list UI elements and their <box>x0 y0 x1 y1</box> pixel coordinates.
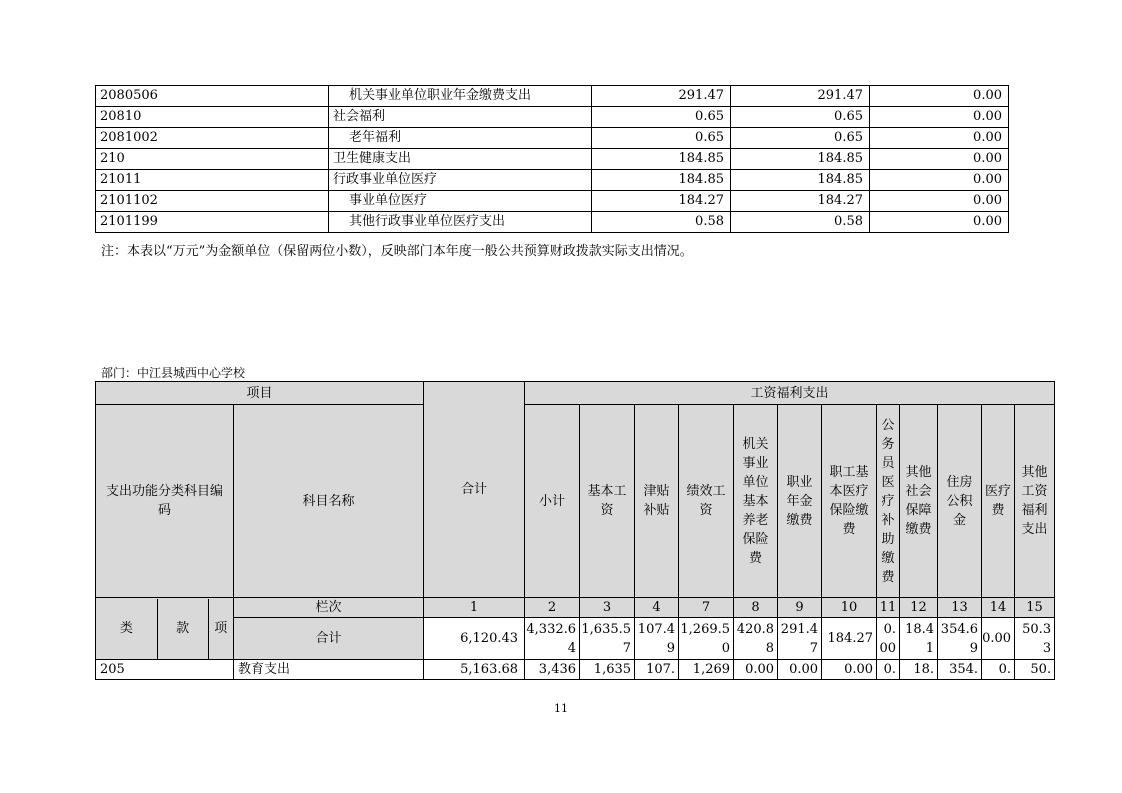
row-subject-name: 行政事业单位医疗 <box>329 170 592 191</box>
lanci-number: 7 <box>679 598 734 618</box>
row-value-2: 184.85 <box>731 149 870 170</box>
total-value: 184.27 <box>822 618 877 660</box>
total-value: 0.00 <box>877 618 900 660</box>
row-subject-name: 社会福利 <box>329 107 592 128</box>
row-205-value: 0. <box>877 660 900 680</box>
subheader-7: 公务员医疗补助缴费 <box>877 405 900 598</box>
row-code: 2101102 <box>96 191 329 212</box>
row-value-1: 0.65 <box>592 128 731 149</box>
header-total: 合计 <box>424 382 525 598</box>
category-labels <box>96 598 234 660</box>
total-value: 420.88 <box>734 618 778 660</box>
row-205-code: 205 <box>96 660 234 680</box>
table-row <box>96 191 1009 212</box>
lanci-number: 15 <box>1015 598 1055 618</box>
total-value: 1,269.50 <box>679 618 734 660</box>
row-value-1: 184.85 <box>592 149 731 170</box>
table-row <box>96 107 1009 128</box>
header-salary-welfare: 工资福利支出 <box>525 382 1055 405</box>
table-row <box>96 86 1009 107</box>
row-value-1: 184.27 <box>592 191 731 212</box>
row-205-value: 0. <box>982 660 1015 680</box>
row-value-3: 0.00 <box>870 86 1009 107</box>
row-value-2: 0.58 <box>731 212 870 233</box>
total-label: 合计 <box>234 618 424 660</box>
row-value-2: 0.65 <box>731 107 870 128</box>
row-value-1: 0.58 <box>592 212 731 233</box>
row-value-3: 0.00 <box>870 149 1009 170</box>
table-row <box>96 170 1009 191</box>
row-205-value: 0.00 <box>734 660 778 680</box>
lanci-number: 8 <box>734 598 778 618</box>
lanci-number: 10 <box>822 598 877 618</box>
total-value: 50.33 <box>1015 618 1055 660</box>
subheader-2: 津贴补贴 <box>635 405 679 598</box>
row-subject-name: 其他行政事业单位医疗支出 <box>329 212 592 233</box>
table-row <box>96 149 1009 170</box>
total-value: 4,332.64 <box>525 618 580 660</box>
department-label: 部门：中江县城西中心学校 <box>101 366 246 380</box>
row-code: 2080506 <box>96 86 329 107</box>
lanci-number: 11 <box>877 598 900 618</box>
salary-welfare-table <box>95 381 1055 680</box>
lei-label: 类 <box>96 599 158 659</box>
lanci-number: 4 <box>635 598 679 618</box>
row-code: 2101199 <box>96 212 329 233</box>
subheader-0: 小计 <box>525 405 580 598</box>
row-205-value: 107. <box>635 660 679 680</box>
row-205-value: 0.00 <box>822 660 877 680</box>
row-205-value: 18. <box>900 660 938 680</box>
lanci-number: 2 <box>525 598 580 618</box>
total-value: 107.49 <box>635 618 679 660</box>
header-subject-name: 科目名称 <box>234 405 424 598</box>
row-value-3: 0.00 <box>870 107 1009 128</box>
row-205-value: 354. <box>938 660 982 680</box>
header-project: 项目 <box>96 382 424 405</box>
row-value-2: 0.65 <box>731 128 870 149</box>
total-value: 18.41 <box>900 618 938 660</box>
subheader-10: 医疗费 <box>982 405 1015 598</box>
xiang-label: 项 <box>214 620 228 636</box>
total-value: 1,635.57 <box>580 618 635 660</box>
row-205-value: 5,163.68 <box>424 660 525 680</box>
row-subject-name: 卫生健康支出 <box>329 149 592 170</box>
total-value: 0.00 <box>982 618 1015 660</box>
row-205-value: 50. <box>1015 660 1055 680</box>
row-value-2: 291.47 <box>731 86 870 107</box>
row-value-1: 184.85 <box>592 170 731 191</box>
row-subject-name: 事业单位医疗 <box>329 191 592 212</box>
row-205-value: 0.00 <box>778 660 822 680</box>
subheader-1: 基本工资 <box>580 405 635 598</box>
row-subject-name: 老年福利 <box>329 128 592 149</box>
lanci-label: 栏次 <box>234 598 424 618</box>
lanci-number: 9 <box>778 598 822 618</box>
row-value-2: 184.27 <box>731 191 870 212</box>
lanci-number: 13 <box>938 598 982 618</box>
lanci-number: 12 <box>900 598 938 618</box>
page-number: 11 <box>554 702 568 715</box>
table-row <box>96 212 1009 233</box>
subheader-9: 住房公积金 <box>938 405 982 598</box>
row-205-value: 1,635 <box>580 660 635 680</box>
subheader-3: 绩效工资 <box>679 405 734 598</box>
subheader-4: 机关事业单位基本养老保险费 <box>734 405 778 598</box>
total-value: 354.69 <box>938 618 982 660</box>
row-code: 21011 <box>96 170 329 191</box>
row-code: 2081002 <box>96 128 329 149</box>
lanci-number: 14 <box>982 598 1015 618</box>
row-value-3: 0.00 <box>870 128 1009 149</box>
table-note: 注：本表以“万元”为金额单位（保留两位小数），反映部门本年度一般公共预算财政拨款实际支出情况。 <box>101 244 693 259</box>
row-code: 20810 <box>96 107 329 128</box>
lanci-number: 1 <box>424 598 525 618</box>
table-row <box>96 128 1009 149</box>
row-205-value: 3,436 <box>525 660 580 680</box>
subheader-6: 职工基本医疗保险缴费 <box>822 405 877 598</box>
kuan-label: 款 <box>158 599 209 659</box>
row-value-2: 184.85 <box>731 170 870 191</box>
row-205-value: 1,269 <box>679 660 734 680</box>
expenditure-table-continued <box>95 85 1009 233</box>
row-value-1: 291.47 <box>592 86 731 107</box>
lanci-number: 3 <box>580 598 635 618</box>
subheader-5: 职业年金缴费 <box>778 405 822 598</box>
row-value-3: 0.00 <box>870 170 1009 191</box>
header-function-code: 支出功能分类科目编码 <box>96 405 234 598</box>
subheader-8: 其他社会保障缴费 <box>900 405 938 598</box>
row-value-1: 0.65 <box>592 107 731 128</box>
total-value: 6,120.43 <box>424 618 525 660</box>
row-value-3: 0.00 <box>870 212 1009 233</box>
row-code: 210 <box>96 149 329 170</box>
row-205-name: 教育支出 <box>234 660 424 680</box>
row-value-3: 0.00 <box>870 191 1009 212</box>
row-subject-name: 机关事业单位职业年金缴费支出 <box>329 86 592 107</box>
total-value: 291.47 <box>778 618 822 660</box>
subheader-11: 其他工资福利支出 <box>1015 405 1055 598</box>
